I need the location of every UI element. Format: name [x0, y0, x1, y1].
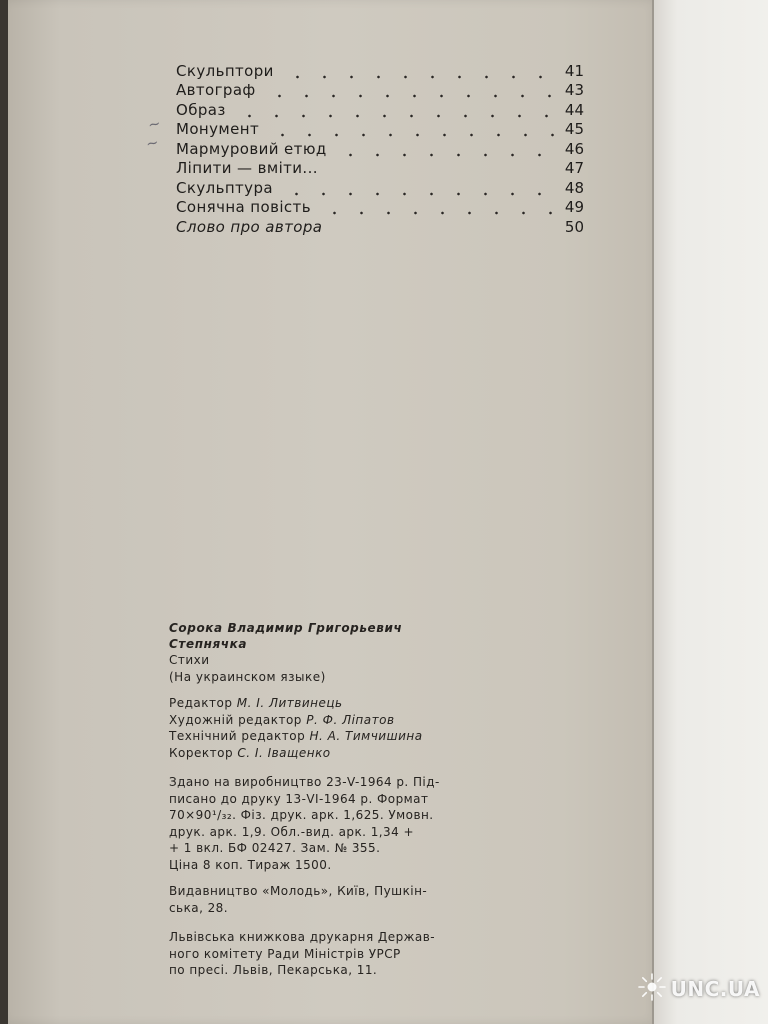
toc-row [176, 138, 584, 158]
table-of-contents [176, 60, 584, 236]
book-page [8, 0, 660, 1024]
toc-leader-blank [328, 220, 558, 236]
pencil-check-mark: ~ [146, 113, 163, 135]
toc-leader-dots [232, 103, 558, 119]
toc-page-number: 49 [564, 198, 584, 216]
toc-title: Автограф [176, 81, 256, 99]
watermark-text: UNC.UA [670, 977, 760, 1001]
imprint-author: Сорока Владимир Григорьевич [169, 621, 403, 635]
toc-leader-dots [333, 142, 558, 158]
toc-leader-blank [324, 161, 558, 177]
toc-page-number: 45 [564, 120, 584, 138]
toc-leader-dots [317, 200, 558, 216]
printer-line: Львівська книжкова друкарня Держав- [169, 930, 435, 944]
toc-page-number: 46 [564, 139, 584, 158]
toc-page-number: 50 [564, 217, 584, 236]
imprint-credit [169, 745, 521, 762]
watermark [637, 972, 760, 1006]
toc-row [176, 119, 584, 139]
credit-role: Редактор [169, 696, 233, 710]
printer-line: по пресі. Львів, Пекарська, 11. [169, 963, 378, 977]
production-line: + 1 вкл. БФ 02427. Зам. № 355. [169, 841, 381, 855]
toc-page-number: 48 [564, 178, 584, 197]
toc-row [176, 216, 584, 236]
imprint-credit [169, 712, 521, 729]
publisher-line: Видавництво «Молодь», Київ, Пушкін- [169, 884, 428, 898]
toc-page-number: 47 [564, 159, 584, 177]
credit-role: Художній редактор [169, 712, 302, 727]
pencil-check-mark: ~ [144, 132, 161, 154]
toc-title: Образ [176, 100, 226, 119]
toc-title: Мармуровий етюд [176, 139, 327, 158]
imprint-language-note: (На украинском языке) [169, 669, 326, 684]
toc-row [176, 197, 584, 217]
toc-row [176, 60, 584, 80]
production-line: Ціна 8 коп. Тираж 1500. [169, 857, 332, 872]
toc-page-number: 44 [564, 100, 584, 119]
credit-role: Технічний редактор [169, 729, 306, 743]
imprint-genre: Стихи [169, 653, 210, 667]
credit-name: Н. А. Тимчишина [309, 729, 423, 743]
toc-title: Скульптори [176, 61, 274, 80]
toc-row [176, 99, 584, 119]
printer-line: ного комітету Ради Міністрів УРСР [169, 946, 401, 961]
toc-title: Скульптура [176, 178, 273, 197]
credit-role: Коректор [169, 745, 234, 760]
imprint-block [169, 620, 521, 979]
toc-leader-dots [262, 83, 558, 99]
production-line: друк. арк. 1,9. Обл.-вид. арк. 1,34 + [169, 824, 414, 839]
toc-title: Монумент [176, 120, 260, 138]
toc-page-number: 41 [564, 61, 584, 80]
toc-title: Слово про автора [176, 217, 323, 236]
publisher-line: ська, 28. [169, 900, 229, 915]
toc-leader-dots [265, 122, 558, 138]
toc-row [176, 80, 584, 100]
toc-title: Ліпити — вміти... [176, 159, 318, 177]
production-line: писано до друку 13-VI-1964 р. Формат [169, 791, 429, 806]
imprint-credit [169, 728, 521, 745]
imprint-book-title: Степнячка [169, 637, 248, 651]
credit-name: Р. Ф. Ліпатов [306, 712, 395, 727]
imprint-credit [169, 695, 521, 712]
toc-row [176, 158, 584, 178]
adjacent-page-edge [652, 0, 768, 1024]
production-line: 70×90¹/₃₂. Фіз. друк. арк. 1,625. Умовн. [169, 808, 434, 822]
toc-page-number: 43 [564, 81, 584, 99]
credit-name: М. І. Литвинець [236, 696, 343, 710]
production-line: Здано на виробництво 23-V-1964 р. Під- [169, 775, 440, 789]
toc-row [176, 177, 584, 197]
toc-leader-dots [280, 64, 558, 80]
toc-title: Сонячна повість [176, 198, 311, 216]
credit-name: С. І. Іващенко [237, 745, 331, 760]
toc-leader-dots [279, 181, 558, 197]
sunburst-icon [637, 972, 667, 1006]
